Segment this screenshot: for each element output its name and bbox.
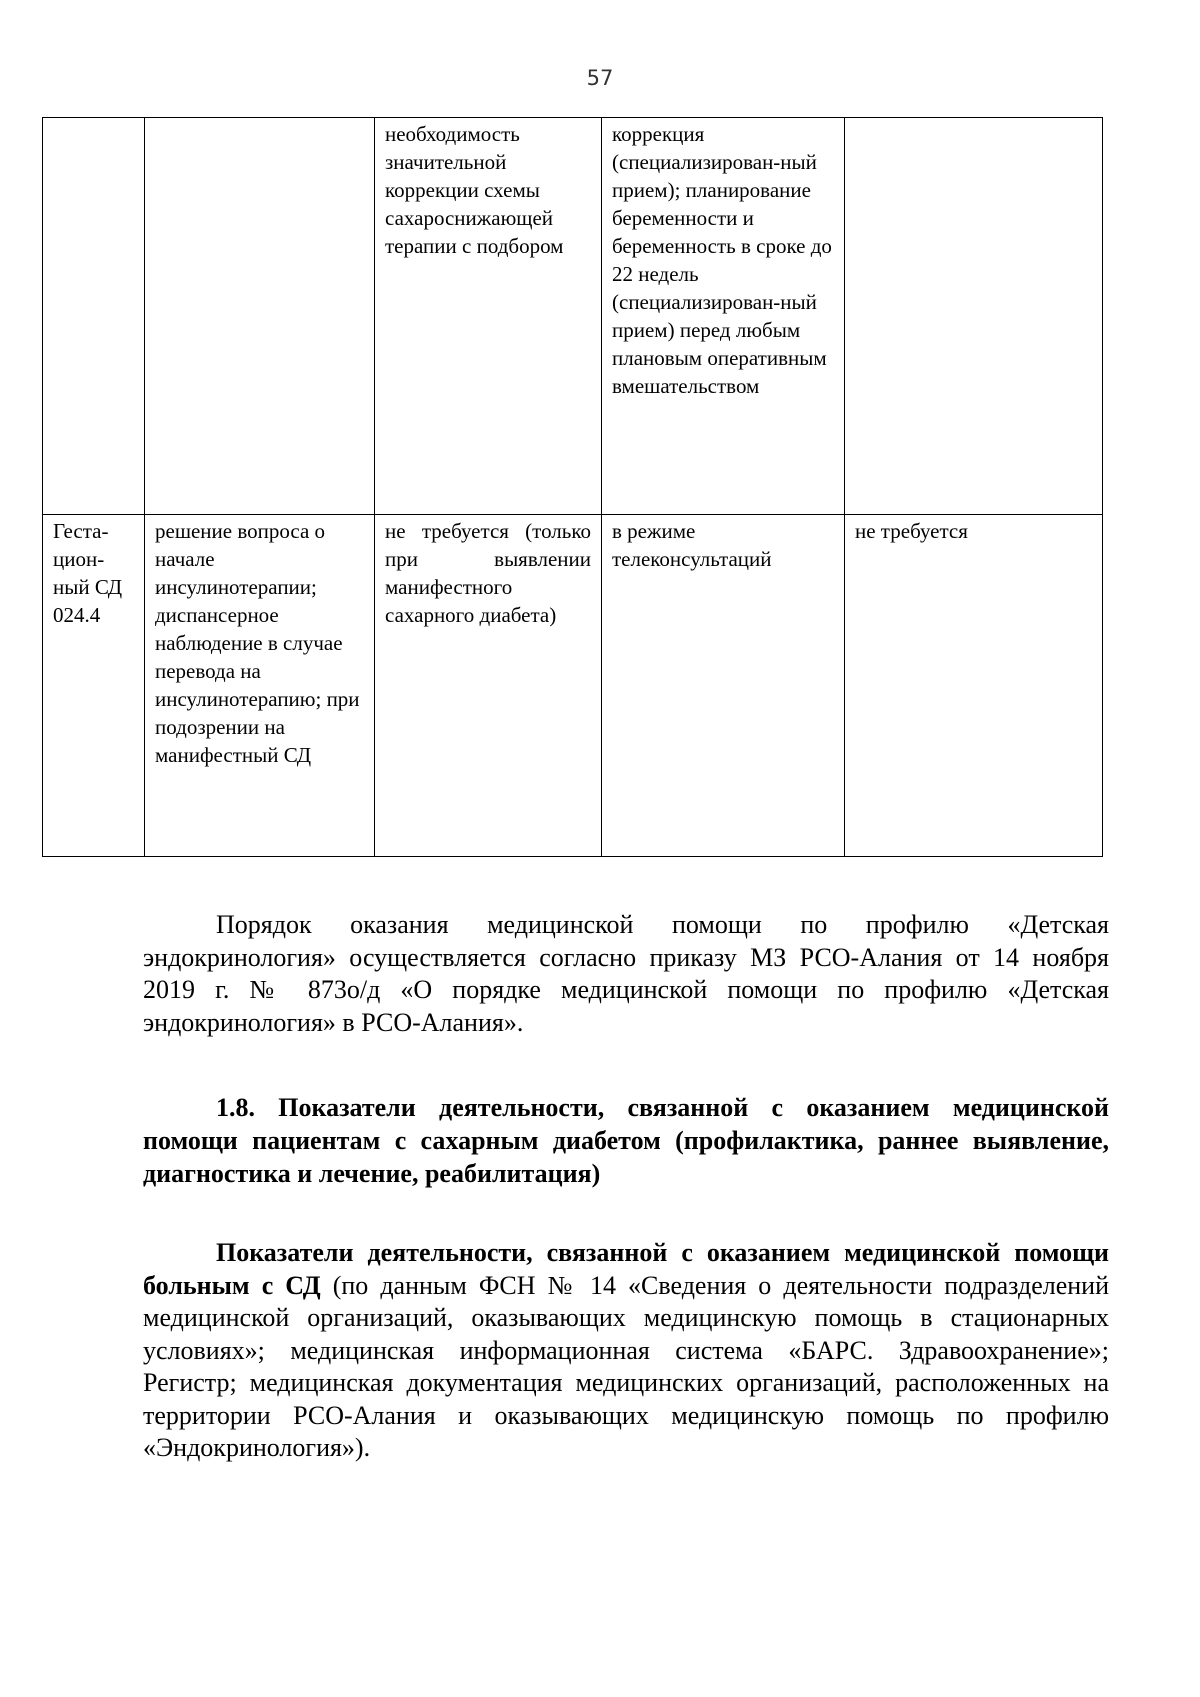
table-cell: не требуется: [845, 515, 1103, 857]
table-cell: [43, 118, 145, 515]
paragraph-bold-lead: Показатели деятельности, связанной с оказанием медицинской помощи больным с СД: [143, 1238, 1109, 1300]
section-heading: 1.8. Показатели деятельности, связанной с оказанием медицинской помощи пациентам с сахарным диабетом (профилактика, раннее выявление, диагностика и лечение, реабилитация): [143, 1093, 1109, 1188]
table-cell: [845, 118, 1103, 515]
table-row: [43, 515, 1103, 857]
table-cell: решение вопроса о начале инсулинотерапии; диспансерное наблюдение в случае перевода на инсулинотерапию; при подозрении на манифестный СД: [145, 515, 375, 857]
table-row: [43, 118, 1103, 515]
table-cell: коррекция (специализирован-ный прием); планирование беременности и беременность в сроке до 22 недель (специализирован-ный прием) перед любым плановым оперативным вмешательством: [602, 118, 845, 515]
table-cell-diagnosis: Геста-цион-ный СД 024.4: [43, 515, 145, 857]
paragraph-indicators: [143, 1237, 1109, 1465]
table-cell: не требуется (только при выявлении манифестного сахарного диабета): [375, 515, 602, 857]
care-table: [42, 117, 1103, 857]
paragraph-order: [143, 909, 1109, 1039]
table-cell: необходимость значительной коррекции схемы сахароснижающей терапии с подбором: [375, 118, 602, 515]
paragraph-text: Порядок оказания медицинской помощи по профилю «Детская эндокринология» осуществляется согласно приказу МЗ РСО-Алания от 14 ноября 2019 г. № 873о/д «О порядке медицинской помощи по профилю «Детская эндокринология» в РСО-Алания».: [143, 910, 1109, 1037]
table-cell: в режиме телеконсультаций: [602, 515, 845, 857]
paragraph-text: (по данным ФСН № 14 «Сведения о деятельности подразделений медицинской организаций, оказывающих медицинскую помощь в стационарных условиях»; медицинская информационная система «БАРС. Здравоохранение»; Регистр; медицинская документация медицинских организаций, расположенных на территории РСО-Алания и оказывающих медицинскую помощь по профилю «Эндокринология»).: [143, 1270, 1109, 1462]
table-cell: [145, 118, 375, 515]
page-number: 57: [586, 66, 614, 90]
